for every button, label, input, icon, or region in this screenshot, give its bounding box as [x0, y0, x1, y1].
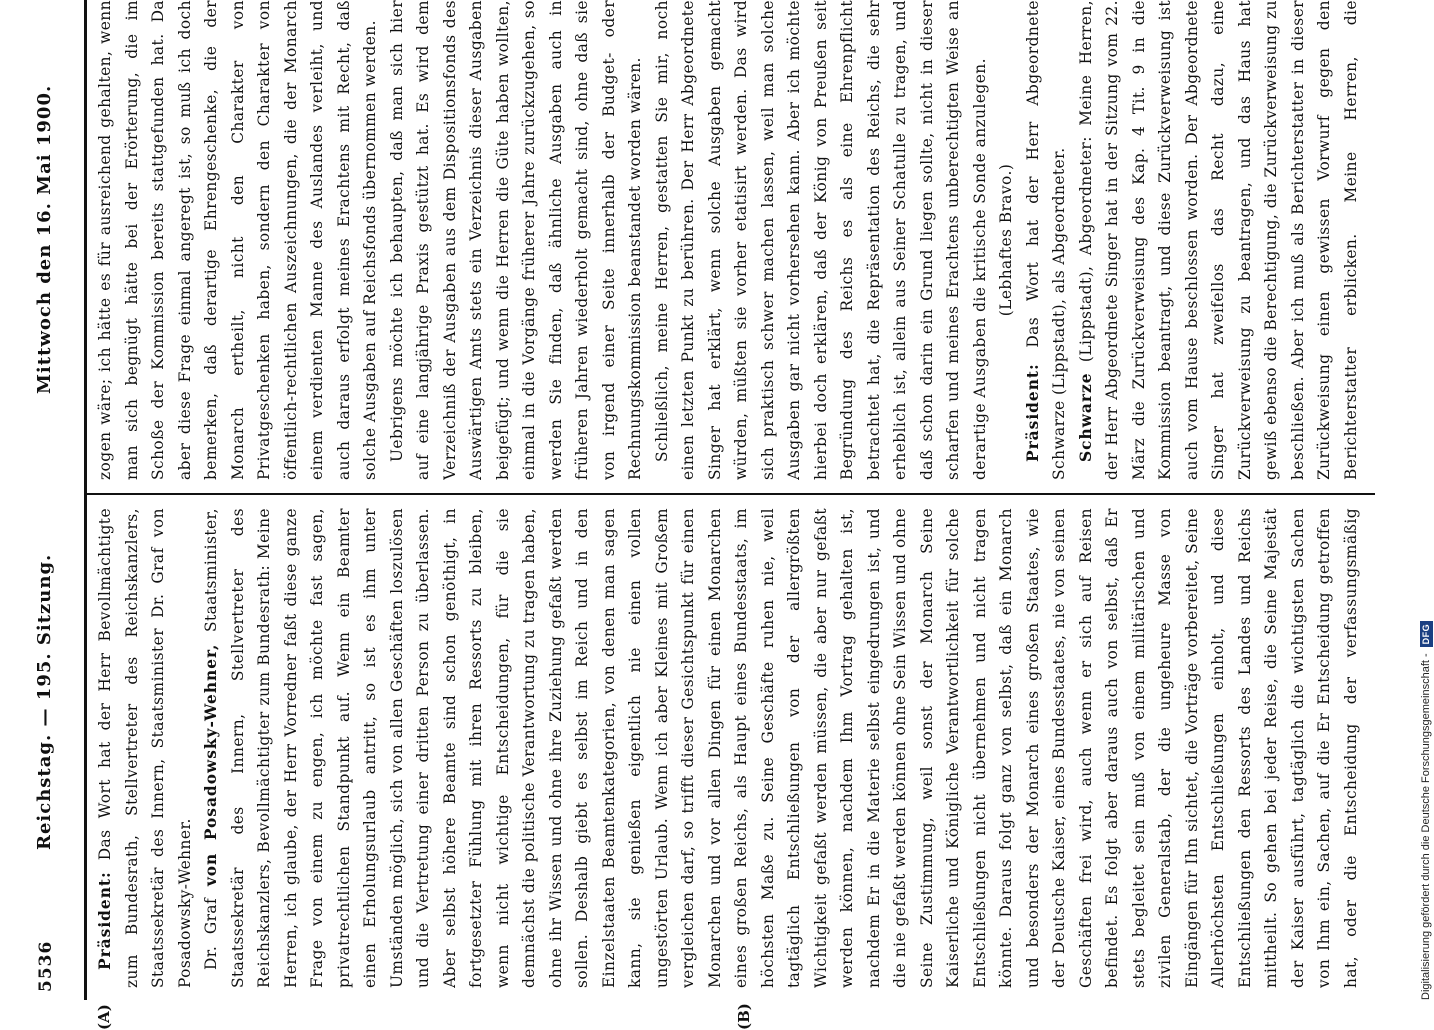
- paragraph: zogen wäre; ich hätte es für ausreichend gehalten, wenn man sich begnügt hätte bei der Erörterung, die im Schoße der Kommission bereits stattgefunden hat. Da aber diese Frage einmal angeregt ist, so muß ich doch bemerken, daß derartige Ehrengeschenke, die der Monarch ertheilt, nicht den Charakter von Privatgeschenken haben, sondern den Charakter von öffentlich-rechtlichen Auszeichnungen, die der Monarch einem verdienten Manne des Auslandes verleiht, und auch daraus erfolgt meines Erachtens mit Recht, daß solche Ausgaben auf Reichsfonds übernommen werden.: [96, 0, 379, 480]
- speaker-name: Präsident:: [96, 871, 114, 970]
- page-header: [0, 0, 92, 1000]
- paragraph: Präsident: Das Wort hat der Herr Bevollmächtigte zum Bundesrath, Stellvertreter des Reichskanzlers, Staatssekretär des Innern, Staatsminister Dr. Graf von Posadowsky-Wehner.: [96, 508, 194, 988]
- page-number: 5536: [36, 940, 56, 992]
- applause-note: (Lebhaftes Bravo.): [997, 163, 1015, 317]
- margin-mark-a: (A): [95, 1004, 113, 1030]
- paragraph: Schließlich, meine Herren, gestatten Sie mir, noch einen letzten Punkt zu berühren. Der Herr Abgeordnete Singer hat erklärt, wenn solche Ausgaben gemacht würden, müßten sie vorher etatisirt werden. Das wird sich praktisch schwer machen lassen, weil man solche Ausgaben gar nicht vorhersehen kann. Aber ich möchte hierbei doch erklären, daß der König von Preußen seit Begründung des Reichs es als eine Ehrenpflicht betrachtet hat, die Repräsentation des Reichs, die sehr erheblich ist, allein aus Seiner Schatulle zu tragen, und daß schon darin ein Grund liegen sollte, nicht in dieser scharfen und meines Erachtens unberechtigten Weise an derartige Ausgaben die kritische Sonde anzulegen.: [652, 0, 989, 480]
- digitization-credit: [1418, 10, 1434, 1000]
- speaker-name: Präsident:: [1023, 363, 1042, 462]
- paragraph: Uebrigens möchte ich behaupten, daß man sich hier auf eine langjährige Praxis gestützt hat. Es wird dem Verzeichniß der Ausgaben aus dem Dispositionsfonds des Auswärtigen Amts stets ein Verzeichnis dieser Ausgaben beigefügt; und wenn die Herren die Güte haben wollten, einmal in die Vorgänge früherer Jahre zurückzugehen, so werden Sie finden, daß ähnliche Ausgaben auch in früheren Jahren wiederholt gemacht sind, ohne daß sie von irgend einer Seite innerhalb der Budget- oder Rechnungskommission beanstandet worden wären.: [387, 0, 644, 480]
- header-rule: [84, 0, 87, 1000]
- paragraph: Dr. Graf von Posadowsky-Wehner, Staatsminister, Staatssekretär des Innern, Stellvertreter des Reichskanzlers, Bevollmächtigter zum Bundesrath: Meine Herren, ich glaube, der Herr Vorredner faßt diese ganze Frage von einem zu engen, ich möchte fast sagen, privatrechtlichen Standpunkt auf. Wenn ein Beamter einen Erholungsurlaub antritt, so ist es ihm unter Umständen möglich, sich von allen Geschäften loszulösen und die Vertretung einer dritten Person zu überlassen. Aber selbst höhere Beamte sind schon genöthigt, in fortgesetzter Fühlung mit ihren Ressorts zu bleiben, wenn nicht wichtige Entscheidungen, für die sie demnächst die politische Verantwortung zu tragen haben, ohne ihr Wissen und ohne ihre Zuziehung gefaßt werden sollen. Deshalb giebt es selbst im Reich und in den Einzelstaaten Beamtenkategorien, von denen man sagen kann, sie genießen eigentlich nie einen vollen ungestörten Urlaub. Wenn ich aber Kleines mit Großem vergleichen darf, so trifft dieser Gesichtspunkt für einen Monarchen und vor allen Dingen für einen Monarchen eines großen Reichs, als Haupt eines Bundesstaats, im höchsten Maße zu. Seine Geschäfte ruhen nie, weil tagtäglich Entschließungen von der allergrößten Wichtigkeit gefaßt werden müssen, die aber nur gefaßt werden können, nachdem Ihm Vortrag gehalten ist, nachdem Er in die Materie selbst eingedrungen ist, und die nie gefaßt werden können ohne Sein Wissen und ohne Seine Zustimmung, weil sonst der Monarch Seine Kaiserliche und Königliche Verantwortlichkeit für solche Entschließungen nicht übernehmen und nicht tragen könnte. Daraus folgt ganz von selbst, daß ein Monarch und besonders der Monarch eines großen Staates, wie der Deutsche Kaiser, eines Bundesstaates, nie von seinen Geschäften frei wird, auch wenn er sich auf Reisen befindet. Es folgt aber daraus auch von selbst, daß Er stets begleitet sein muß von einem militärischen und zivilen Generalstab, der die ungeheure Masse von Eingängen für Ihn sichtet, die Vorträge vorbereitet, Seine Allerhöchsten Entschließungen einholt, und diese Entschließungen den Ressorts des Landes und Reichs mittheilt. So gehen bei jeder Reise, die Seine Majestät der Kaiser ausführt, tagtäglich die wichtigsten Sachen von Ihm ein, Sachen, auf die Er Entscheidung getroffen hat, oder die Entscheidung der verfassungsmäßig: [202, 508, 1360, 988]
- right-running-title: Mittwoch den 16. Mai 1900.: [34, 84, 55, 394]
- left-text-column: [92, 508, 1362, 988]
- dfg-logo: DFG: [1420, 621, 1433, 648]
- paragraph: Schwarze (Lippstadt), Abgeordneter: Meine Herren, der Herr Abgeordnete Singer hat in der Sitzung vom 22. März die Zurückverweisung des Kap. 4 Tit. 9 in die Kommission beantragt, und diese Zurückverweisung ist auch vom Hause beschlossen worden. Der Abgeordnete Singer hat zweifellos das Recht dazu, eine Zurückverweisung zu beantragen, und das Haus hat gewiß ebenso die Berechtigung, die Zurückverweisung zu beschließen. Aber ich muß als Berichterstatter in dieser Zurückweisung einen gewissen Vorwurf gegen den Berichterstatter erblicken. Meine Herren, die: [1076, 0, 1360, 480]
- margin-mark-b: (B): [735, 1003, 753, 1030]
- credit-text: Digitalisierung gefördert durch die Deutsche Forschungsgemeinschaft -: [1420, 653, 1432, 1000]
- speaker-name: von Posadowsky-Wehner,: [202, 643, 220, 887]
- left-running-title: Reichstag. — 195. Sitzung.: [34, 553, 55, 850]
- speaker-name: Schwarze: [1076, 372, 1095, 462]
- column-divider: [85, 493, 1375, 495]
- paragraph: Präsident: Das Wort hat der Herr Abgeordnete Schwarze (Lippstadt), als Abgeordneter.: [1023, 0, 1068, 480]
- right-text-column: [92, 0, 1362, 480]
